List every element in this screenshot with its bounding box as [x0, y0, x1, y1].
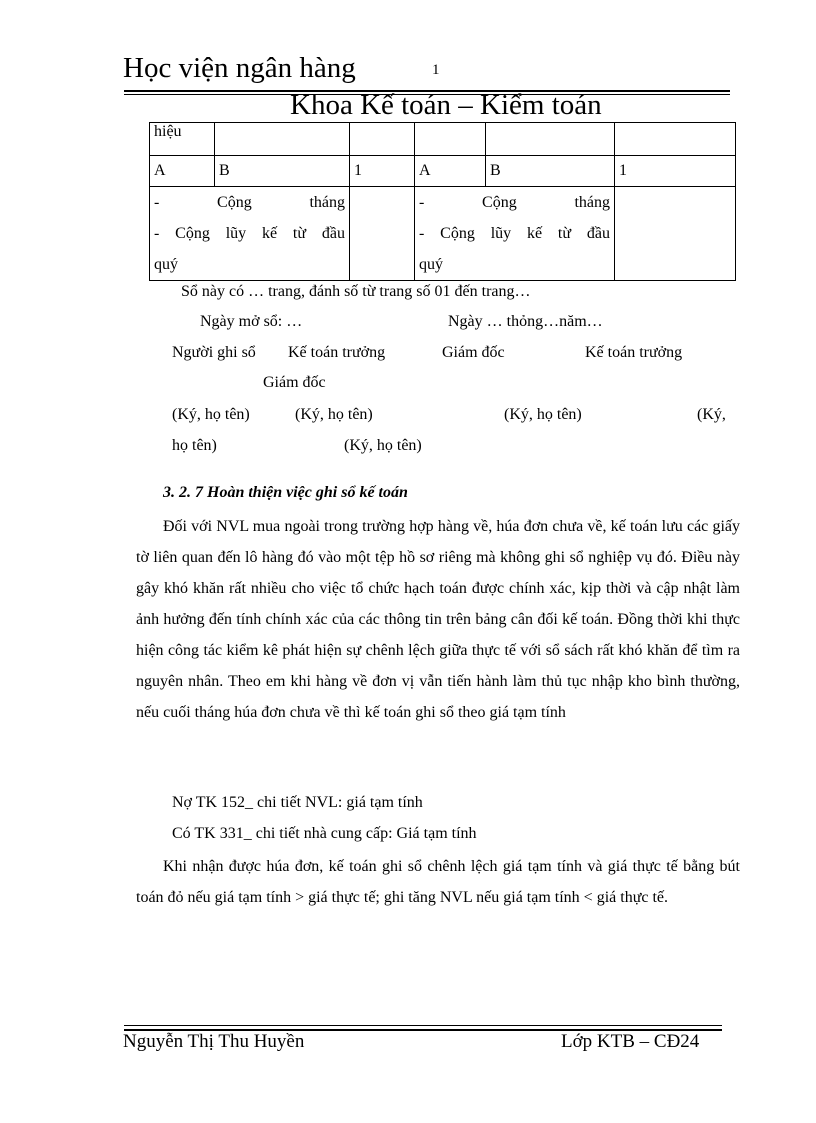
sign-label: (Ký, họ tên) — [295, 406, 373, 423]
table-row — [150, 187, 736, 281]
sign-label: (Ký, họ tên) — [172, 406, 250, 423]
table-row — [150, 156, 736, 187]
table-cell — [415, 123, 486, 156]
table-cell: 1 — [350, 156, 415, 187]
open-date: Ngày mở sổ: … — [200, 313, 303, 330]
table-cell — [615, 187, 736, 281]
signer-recorder: Người ghi sổ — [172, 344, 256, 361]
table-cell — [350, 187, 415, 281]
table-cell: hiệu — [150, 123, 215, 156]
entry-credit: Có TK 331_ chi tiết nhà cung cấp: Giá tạm tính — [172, 825, 477, 842]
book-note: Sổ này có … trang, đánh số từ trang số 01 đến trang… — [181, 283, 531, 300]
totals-line: - Cộng lũy kế từ đầu — [154, 225, 345, 242]
header-faculty: Khoa Kế toán – Kiểm toán — [290, 89, 602, 121]
totals-line: - Cộng lũy kế từ đầu — [419, 225, 610, 242]
sign-label: (Ký, họ tên) — [504, 406, 582, 423]
header-institution: Học viện ngân hàng — [123, 52, 356, 84]
footer-class: Lớp KTB – CĐ24 — [561, 1031, 700, 1052]
section-heading: 3. 2. 7 Hoàn thiện việc ghi sổ kế toán — [163, 484, 408, 501]
ledger-table — [149, 122, 736, 281]
signer-chief-accountant-2: Kế toán trưởng — [585, 344, 683, 361]
totals-line: - Cộng tháng — [419, 194, 610, 211]
sign-label-part2: họ tên) — [172, 437, 217, 454]
sign-label: (Ký, họ tên) — [344, 437, 422, 454]
totals-line: - Cộng tháng — [154, 194, 345, 211]
table-cell: B — [486, 156, 615, 187]
page-number: 1 — [432, 62, 440, 78]
totals-line: quý — [154, 256, 178, 273]
totals-right-cell — [415, 187, 615, 281]
date-line: Ngày … thỏng…năm… — [448, 313, 603, 330]
table-row — [150, 123, 736, 156]
table-cell — [215, 123, 350, 156]
paragraph-1: Đối với NVL mua ngoài trong trường hợp hàng về, húa đơn chưa về, kế toán lưu các giấy tờ liên quan đến lô hàng đó vào một tệp hồ sơ riêng mà không ghi sổ nghiệp vụ đó. Điều này gây khó khăn rất nhiều cho việc tổ chức hạch toán được chính xác, kịp thời và cập nhật làm ảnh hưởng đến tính chính xác của các thông tin trên bảng cân đối kế toán. Đồng thời khi thực hiện công tác kiểm kê phát hiện sự chênh lệch giữa thực tế với sổ sách rất khó khăn để tìm ra nguyên nhân. Theo em khi hàng về đơn vị vẫn tiến hành làm thủ tục nhập kho bình thường, nếu cuối tháng húa đơn chưa về thì kế toán ghi sổ theo giá tạm tính — [136, 518, 740, 721]
signer-chief-accountant: Kế toán trưởng — [288, 344, 386, 361]
signer-director: Giám đốc — [442, 344, 505, 361]
signer-director-2: Giám đốc — [263, 374, 326, 391]
totals-line: quý — [419, 256, 443, 273]
table-cell — [350, 123, 415, 156]
table-cell: A — [415, 156, 486, 187]
table-cell — [615, 123, 736, 156]
footer-author: Nguyễn Thị Thu Huyền — [123, 1031, 305, 1052]
table-cell — [486, 123, 615, 156]
entry-debit: Nợ TK 152_ chi tiết NVL: giá tạm tính — [172, 794, 423, 811]
footer-rule-thin — [124, 1025, 722, 1026]
table-cell: B — [215, 156, 350, 187]
paragraph-2: Khi nhận được húa đơn, kế toán ghi sổ chênh lệch giá tạm tính và giá thực tế bằng bút toán đỏ nếu giá tạm tính > giá thực tế; ghi tăng NVL nếu giá tạm tính < giá thực tế. — [136, 858, 740, 906]
sign-label-part1: (Ký, — [697, 406, 726, 423]
totals-left-cell — [150, 187, 350, 281]
table-cell: 1 — [615, 156, 736, 187]
table-cell: A — [150, 156, 215, 187]
